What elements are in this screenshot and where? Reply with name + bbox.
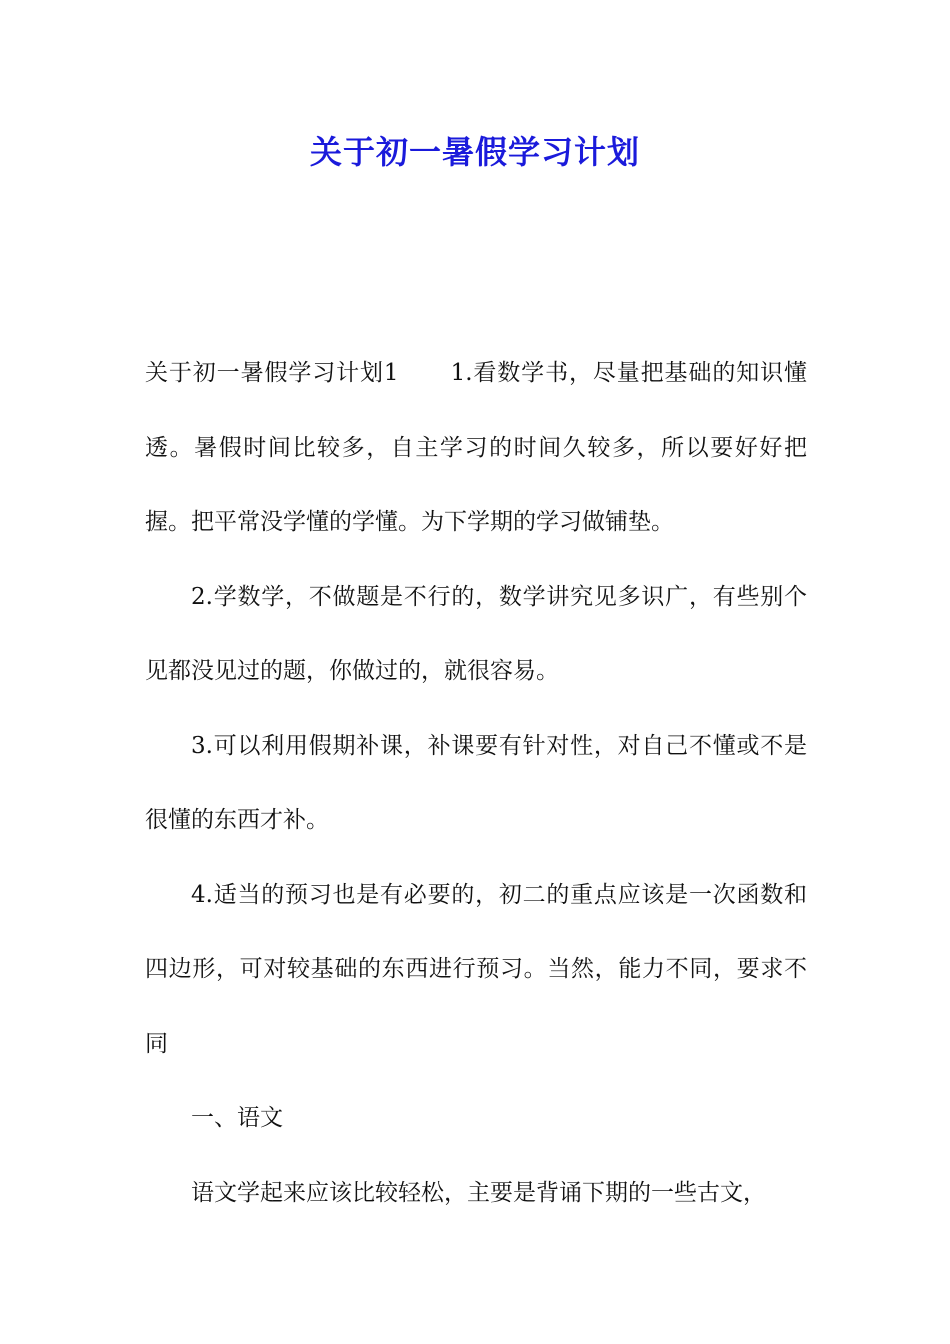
paragraph-4: 4.适当的预习也是有必要的，初二的重点应该是一次函数和四边形，可对较基础的东西进行预习。当然，能力不同，要求不同 — [145, 881, 807, 1057]
section-heading-chinese: 一、语文 — [191, 1105, 283, 1131]
paragraph-1-text: 1.看数学书，尽量把基础的知识懂透。暑假时间比较多，自主学习的时间久较多，所以要好好把握。把平常没学懂的学懂。为下学期的学习做铺垫。 — [145, 360, 807, 535]
paragraph-3: 3.可以利用假期补课，补课要有针对性，对自己不懂或不是很懂的东西才补。 — [145, 732, 807, 833]
inline-heading: 关于初一暑假学习计划1 — [145, 360, 399, 386]
document-title: 关于初一暑假学习计划 — [309, 133, 640, 171]
paragraph-1 — [145, 336, 807, 560]
document-body — [145, 336, 807, 1230]
paragraph-5: 语文学起来应该比较轻松，主要是背诵下期的一些古文， — [191, 1179, 766, 1206]
paragraph-2: 2.学数学，不做题是不行的，数学讲究见多识广，有些别个见都没见过的题，你做过的，就很容易。 — [145, 583, 807, 684]
